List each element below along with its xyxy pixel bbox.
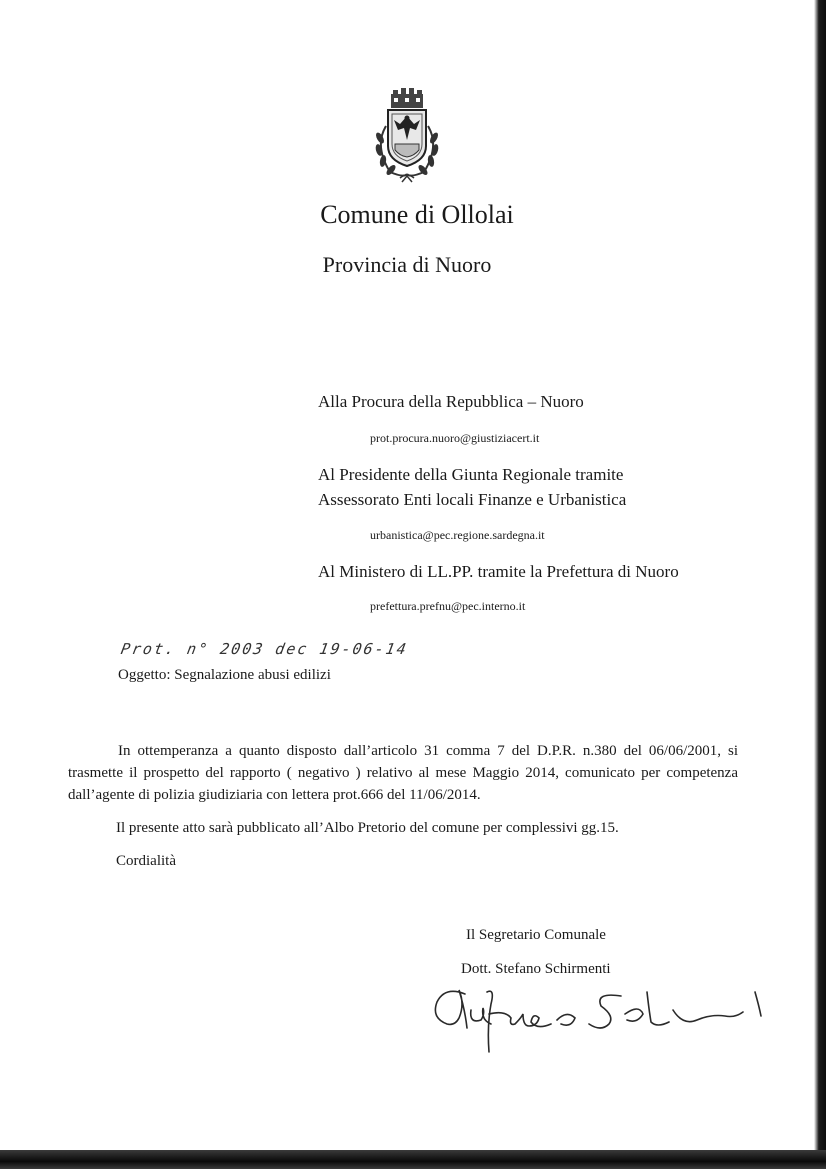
- signatory-name: Dott. Stefano Schirmenti: [461, 961, 611, 977]
- scan-edge-bottom: [0, 1150, 826, 1169]
- province-subtitle: Provincia di Nuoro: [322, 252, 492, 277]
- signatory-role: Il Segretario Comunale: [466, 927, 606, 943]
- recipient-3-pec: prefettura.prefnu@pec.interno.it: [370, 599, 526, 613]
- handwritten-signature: [425, 980, 785, 1060]
- municipal-crest-icon: [364, 86, 450, 186]
- recipient-2-line-2: Assessorato Enti locali Finanze e Urbanistica: [318, 490, 627, 509]
- closing-greeting: Cordialità: [116, 853, 176, 869]
- body-paragraph: In ottemperanza a quanto disposto dall’articolo 31 comma 7 del D.P.R. n.380 del 06/06/2001, si trasmette il prospetto del rapporto ( negativo ) relativo al mese Maggio 2014, comunicato per competenza dall’agente di polizia giudiziaria con lettera prot.666 del 11/06/2014.: [68, 743, 738, 803]
- handwritten-protocol-note: Prot. n° 2003 dec 19-06-14: [119, 640, 410, 658]
- publication-note: Il presente atto sarà pubblicato all’Albo Pretorio del comune per complessivi gg.15.: [116, 820, 619, 836]
- recipient-1: Alla Procura della Repubblica – Nuoro: [318, 392, 584, 411]
- scan-edge-right: [814, 0, 826, 1169]
- recipient-2-line-1: Al Presidente della Giunta Regionale tramite: [318, 465, 624, 484]
- recipient-1-pec: prot.procura.nuoro@giustiziacert.it: [370, 431, 540, 445]
- municipality-title: Comune di Ollolai: [320, 200, 514, 229]
- recipient-3: Al Ministero di LL.PP. tramite la Prefettura di Nuoro: [318, 562, 679, 581]
- subject-line: Oggetto: Segnalazione abusi edilizi: [118, 667, 331, 683]
- recipient-2-pec: urbanistica@pec.regione.sardegna.it: [370, 528, 545, 542]
